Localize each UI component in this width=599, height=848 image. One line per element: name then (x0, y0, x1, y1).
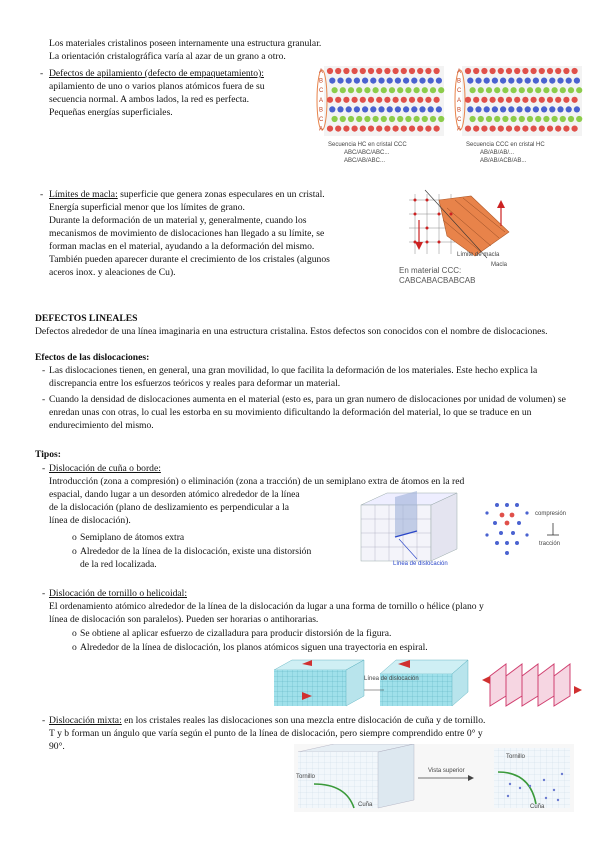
stack-left-atom (327, 126, 333, 132)
stack-right-atom (498, 126, 504, 132)
mixta-line-2: T y b forman un ángulo que varía según el punto de la línea de dislocación, pero siempre comprendido entre 0° y (49, 728, 483, 739)
stack-right-atom (490, 97, 496, 103)
caption-left-2: ABC/ABC/ABC... (344, 150, 390, 156)
mixed-label-cuna-2: Cuña (530, 804, 545, 810)
stack-right-atom (465, 68, 471, 74)
stack-left-atom (373, 87, 379, 93)
mixed-label-tornillo: Tornillo (296, 774, 316, 780)
twin-caption-2: CABCABACBABCAB (399, 276, 476, 285)
stack-left-atom (397, 116, 403, 122)
stack-left-atom (403, 106, 409, 112)
stack-left-atom (362, 78, 368, 84)
stack-left-atom (368, 126, 374, 132)
stack-left-atom (360, 126, 366, 132)
stack-right-atom (494, 87, 500, 93)
stack-left-atom (384, 97, 390, 103)
stack-left-atom (329, 106, 335, 112)
stack-left-atom (340, 116, 346, 122)
macla-line-6: aceros inox. y aleaciones de Cu). (49, 267, 176, 278)
stack-left-atom (397, 87, 403, 93)
cuna-line-2: espacial, dando lugar a un desorden atómico alrededor de la línea (49, 489, 300, 500)
stack-left-atom (425, 97, 431, 103)
cuna-line-1: Introducción (zona a compresión) o eliminación (zona a tracción) de un semiplano extra de átomos en la red (49, 476, 465, 487)
stack-left-atom (434, 68, 440, 74)
macla-line-1: Energía superficial menor que los límites de grano. (49, 202, 245, 213)
stack-right-atom (576, 87, 582, 93)
stack-left-atom (352, 68, 358, 74)
bullet-dash: - (42, 365, 46, 376)
stack-left-atom (329, 78, 335, 84)
stack-left-atom (384, 68, 390, 74)
stack-left-atom (352, 126, 358, 132)
stack-right-atom (486, 116, 492, 122)
stack-right-atom (525, 106, 531, 112)
stack-left-atom (395, 78, 401, 84)
stack-right-atom (511, 87, 517, 93)
stack-right-atom (563, 68, 569, 74)
stack-left-atom (393, 126, 399, 132)
stack-left-atom (335, 68, 341, 74)
bullet-dash: - (42, 463, 46, 474)
stack-left-atom (370, 78, 376, 84)
stack-right-atom (535, 116, 541, 122)
mixed-label-cuna: Cuña (358, 802, 373, 808)
edge-dislocation-diagram (357, 491, 577, 569)
intro-line-2: La orientación cristalográfica varía al azar de un grano a otro. (49, 51, 286, 62)
edge-dislocation-figure (357, 491, 577, 569)
apilamiento-line-3: Pequeñas energías superficiales. (49, 107, 173, 118)
stack-right-atom (568, 87, 574, 93)
stack-right-atom (527, 116, 533, 122)
stack-left-atom (430, 87, 436, 93)
stack-right-atom (539, 68, 545, 74)
apilamiento-title: Defectos de apilamiento (defecto de empaquetamiento): (49, 68, 264, 79)
stack-right-atom (473, 68, 479, 74)
caption-right-2: AB/AB/AB/... (480, 150, 515, 156)
stack-left-atom (409, 126, 415, 132)
stack-left-atom (370, 106, 376, 112)
stack-right-atom (473, 97, 479, 103)
stack-left-atom (417, 126, 423, 132)
stack-left-atom (348, 116, 354, 122)
stack-left-atom (401, 68, 407, 74)
stack-left-atom (428, 78, 434, 84)
stack-right-atom (516, 106, 522, 112)
stack-left-atom (340, 87, 346, 93)
stack-left-atom (438, 87, 444, 93)
stack-left-atom (335, 97, 341, 103)
stack-right-atom (500, 78, 506, 84)
stack-right-atom (506, 97, 512, 103)
stack-right-letter: C (457, 117, 462, 123)
stack-left-atom (360, 68, 366, 74)
stack-left-atom (405, 87, 411, 93)
stack-right-atom (572, 97, 578, 103)
mixed-label-tornillo-2: Tornillo (506, 754, 526, 760)
stack-left-atom (327, 97, 333, 103)
stack-left-letter: C (319, 117, 324, 123)
caption-right-3: AB/AB/ACB/AB... (480, 158, 527, 164)
stack-left-atom (389, 116, 395, 122)
stack-right-atom (572, 68, 578, 74)
mixta-title-rest: en los cristales reales las dislocaciones son una mezcla entre dislocación de cuña y de tornillo. (121, 715, 486, 726)
stack-right-atom (475, 106, 481, 112)
cuna-sub-1: Semiplano de átomos extra (80, 532, 185, 543)
stack-left-atom (368, 97, 374, 103)
stack-right-atom (560, 87, 566, 93)
stack-left-letter: A (319, 69, 324, 75)
stack-right-atom (506, 126, 512, 132)
screw-dislocation-figure (272, 656, 588, 710)
stack-right-atom (527, 87, 533, 93)
twin-label-macla: Macla (491, 262, 508, 268)
cuna-title: Dislocación de cuña o borde: (49, 463, 161, 474)
stack-right-atom (519, 116, 525, 122)
efecto-1: Las dislocaciones tienen, en general, una gran movilidad, lo que facilita la deformación de los materiales. Este hecho explica la discrepancia entre los esfuerzos teóricos y reales para deformar un material. (49, 365, 538, 389)
tornillo-sub-1: Se obtiene al aplicar esfuerzo de cizalladura para producir distorsión de la figura. (80, 628, 392, 639)
apilamiento-line-1: apilamiento de uno o varios planos atómicos fuera de su (49, 81, 265, 92)
stack-left-atom (395, 106, 401, 112)
stack-left-atom (360, 97, 366, 103)
stack-left-atom (387, 106, 393, 112)
stack-right-atom (508, 78, 514, 84)
stack-left-atom (389, 87, 395, 93)
stack-right-letter: A (457, 126, 462, 133)
stack-left-atom (356, 87, 362, 93)
stack-right-atom (541, 78, 547, 84)
stack-left-atom (434, 126, 440, 132)
stack-right-atom (547, 68, 553, 74)
stack-left-atom (327, 68, 333, 74)
stack-right-atom (522, 97, 528, 103)
bullet-dash: - (42, 588, 46, 599)
stack-right-atom (502, 87, 508, 93)
stack-right-atom (576, 116, 582, 122)
stack-left-atom (414, 116, 420, 122)
stack-left-atom (417, 97, 423, 103)
cuna-sub-2b: de la red localizada. (80, 559, 157, 570)
stack-left-atom (430, 116, 436, 122)
stack-left-atom (434, 97, 440, 103)
stack-left-atom (354, 106, 360, 112)
stack-left-atom (335, 126, 341, 132)
stack-left-atom (378, 106, 384, 112)
stack-right-letter: A (457, 97, 462, 104)
stack-right-atom (475, 78, 481, 84)
stack-left-atom (376, 97, 382, 103)
stack-right-atom (560, 116, 566, 122)
caption-left-3: ABC/AB/ABC... (344, 158, 386, 164)
stack-right-atom (481, 97, 487, 103)
mixed-dislocation-figure (294, 744, 574, 812)
stack-right-atom (498, 97, 504, 103)
stack-right-atom (531, 68, 537, 74)
stack-left-atom (422, 87, 428, 93)
mixed-dislocation-diagram (294, 744, 574, 812)
stack-right-atom (533, 78, 539, 84)
stack-right-atom (574, 106, 580, 112)
stack-right-atom (492, 78, 498, 84)
stack-right-atom (539, 97, 545, 103)
stack-right-atom (549, 106, 555, 112)
stack-right-atom (547, 97, 553, 103)
stack-right-atom (514, 68, 520, 74)
stack-left-letter: B (319, 107, 324, 114)
stack-left-atom (409, 97, 415, 103)
stack-right-atom (555, 97, 561, 103)
stack-left-atom (356, 116, 362, 122)
stack-right-letter: B (457, 107, 462, 114)
stack-right-atom (566, 106, 572, 112)
stack-right-atom (555, 126, 561, 132)
sub-bullet: o (72, 532, 77, 543)
stack-left-atom (425, 126, 431, 132)
stack-right-atom (557, 78, 563, 84)
stack-left-atom (352, 97, 358, 103)
stack-left-atom (343, 97, 349, 103)
stack-right-atom (552, 87, 558, 93)
stack-left-atom (354, 78, 360, 84)
stack-right-atom (531, 97, 537, 103)
stack-left-atom (364, 116, 370, 122)
stack-left-atom (332, 87, 338, 93)
stack-right-atom (539, 126, 545, 132)
stack-right-atom (481, 68, 487, 74)
tornillo-line-2: línea de dislocación son paralelos). Pueden ser horarias o antihorarias. (49, 614, 319, 625)
stack-right-atom (514, 97, 520, 103)
stack-left-atom (401, 126, 407, 132)
stack-right-atom (555, 68, 561, 74)
stack-right-atom (572, 126, 578, 132)
sub-bullet: o (72, 642, 77, 653)
stack-left-atom (428, 106, 434, 112)
sub-bullet: o (72, 628, 77, 639)
macla-title-rest: superficie que genera zonas especulares en un cristal. (117, 189, 325, 200)
lineales-heading: DEFECTOS LINEALES (35, 313, 138, 324)
stack-left-atom (417, 68, 423, 74)
stack-right-atom (522, 68, 528, 74)
efecto-2: Cuando la densidad de dislocaciones aumenta en el material (esto es, para un gran numero de dislocaciones por unidad de volumen) se enredan unas con otras, lo cual les estorba en su movimiento dificultando la deformación del material, lo que se traduce en un endurecimiento del mismo. (49, 394, 566, 431)
stack-right-letter: B (457, 78, 462, 85)
stack-right-atom (547, 126, 553, 132)
stack-left-atom (419, 78, 425, 84)
stack-left-letter: B (319, 78, 324, 85)
edge-label-compresion: compresión (535, 511, 567, 517)
stack-right-atom (563, 97, 569, 103)
stack-left-atom (368, 68, 374, 74)
macla-line-3: mecanismos de movimiento de dislocaciones han llegado a su límite, se (49, 228, 325, 239)
stack-right-atom (543, 87, 549, 93)
stack-left-atom (343, 68, 349, 74)
stack-right-atom (486, 87, 492, 93)
stack-left-atom (332, 116, 338, 122)
twin-caption-1: En material CCC: (399, 266, 462, 275)
stack-left-atom (376, 68, 382, 74)
stack-left-atom (343, 126, 349, 132)
tornillo-line-1: El ordenamiento atómico alrededor de la línea de la dislocación da lugar a una forma de tornillo o hélice (plano y (49, 601, 484, 612)
stack-right-atom (531, 126, 537, 132)
stack-left-atom (414, 87, 420, 93)
lineales-intro: Defectos alrededor de una línea imaginaria en una estructura cristalina. Estos defectos son conocidos con el nombre de dislocaciones. (35, 326, 548, 337)
stack-right-atom (467, 106, 473, 112)
screw-label: Línea de dislocación (364, 676, 419, 682)
stack-right-atom (500, 106, 506, 112)
stack-left-atom (438, 116, 444, 122)
macla-line-5: También pueden aparecer durante el crecimiento de los cristales (algunos (49, 254, 330, 265)
edge-label-traccion: tracción (539, 541, 561, 547)
stack-right-atom (552, 116, 558, 122)
stack-right-atom (522, 126, 528, 132)
macla-line-0 (49, 188, 325, 201)
stack-right-atom (514, 126, 520, 132)
macla-line-4: forman maclas en el material, ayudando a la deformación del mismo. (49, 241, 315, 252)
bullet-dash: - (42, 715, 46, 726)
intro-line-1: Los materiales cristalinos poseen internamente una estructura granular. (49, 38, 322, 49)
caption-left-1: Secuencia HC en cristal CCC (328, 142, 407, 148)
stack-right-atom (563, 126, 569, 132)
stack-right-atom (525, 78, 531, 84)
stack-right-atom (511, 116, 517, 122)
stack-left-atom (373, 116, 379, 122)
tornillo-sub-2: Alrededor de la línea de dislocación, los planos atómicos siguen una trayectoria en espiral. (80, 642, 428, 653)
stack-right-letter: A (457, 69, 462, 75)
stack-right-atom (549, 78, 555, 84)
tornillo-title: Dislocación de tornillo o helicoidal: (49, 588, 188, 599)
bullet-dash: - (40, 68, 44, 79)
stacking-fault-figure (314, 64, 594, 176)
stack-left-atom (346, 78, 352, 84)
stack-right-atom (502, 116, 508, 122)
stack-left-atom (378, 78, 384, 84)
stack-left-atom (337, 106, 343, 112)
macla-line-2: Durante la deformación de un material y, generalmente, cuando los (49, 215, 307, 226)
caption-right-1: Secuencia CCC en cristal HC (466, 142, 545, 148)
stack-right-atom (465, 126, 471, 132)
stack-right-atom (533, 106, 539, 112)
screw-dislocation-diagram (272, 656, 588, 710)
stack-right-atom (467, 78, 473, 84)
twin-boundary-figure (395, 186, 530, 288)
stack-right-atom (566, 78, 572, 84)
stack-left-atom (401, 97, 407, 103)
stack-left-atom (411, 106, 417, 112)
stack-right-atom (557, 106, 563, 112)
stack-left-atom (403, 78, 409, 84)
stack-left-atom (384, 126, 390, 132)
stack-left-atom (411, 78, 417, 84)
stack-left-atom (425, 68, 431, 74)
stack-left-atom (348, 87, 354, 93)
stack-left-atom (362, 106, 368, 112)
stack-right-atom (470, 116, 476, 122)
stack-left-atom (393, 97, 399, 103)
stack-left-letter: A (319, 97, 324, 104)
twin-label-limite: Límite de macla (457, 252, 500, 258)
stack-left-atom (376, 126, 382, 132)
stack-left-letter: C (319, 88, 324, 95)
mixed-label-vista: Vista superior (428, 768, 465, 774)
stack-right-atom (568, 116, 574, 122)
stack-right-atom (465, 97, 471, 103)
stack-right-atom (494, 116, 500, 122)
stack-right-atom (516, 78, 522, 84)
bullet-dash: - (42, 394, 46, 405)
stack-left-atom (436, 106, 442, 112)
stack-left-atom (346, 106, 352, 112)
stack-right-atom (481, 126, 487, 132)
macla-title: Límites de macla: (49, 189, 118, 200)
mixta-title: Dislocación mixta: (49, 715, 122, 726)
stack-right-atom (490, 68, 496, 74)
stack-right-atom (541, 106, 547, 112)
bullet-dash: - (40, 189, 44, 200)
cuna-line-4: línea de dislocación). (49, 515, 131, 526)
stack-right-atom (535, 87, 541, 93)
sub-bullet: o (72, 546, 77, 557)
stack-left-atom (422, 116, 428, 122)
stack-left-letter: A (319, 126, 324, 133)
stack-right-atom (508, 106, 514, 112)
stack-left-atom (337, 78, 343, 84)
stack-left-atom (405, 116, 411, 122)
mixta-line-3: 90°. (49, 741, 65, 752)
stack-right-atom (470, 87, 476, 93)
edge-label-linea: Línea de dislocación (393, 561, 448, 567)
stack-right-atom (506, 68, 512, 74)
cuna-sub-2a: Alrededor de la línea de la dislocación, existe una distorsión (80, 546, 312, 557)
apilamiento-line-2: secuencia normal. A ambos lados, la red es perfecta. (49, 94, 250, 105)
stack-left-atom (393, 68, 399, 74)
stack-right-atom (484, 78, 490, 84)
stack-right-atom (478, 116, 484, 122)
stack-left-atom (419, 106, 425, 112)
stack-left-atom (436, 78, 442, 84)
stack-right-atom (543, 116, 549, 122)
stack-left-atom (381, 87, 387, 93)
stack-right-atom (492, 106, 498, 112)
stack-right-atom (478, 87, 484, 93)
efectos-heading: Efectos de las dislocaciones: (35, 352, 150, 363)
stack-right-atom (519, 87, 525, 93)
stack-left-atom (381, 116, 387, 122)
tipos-heading: Tipos: (35, 449, 61, 460)
stack-right-atom (490, 126, 496, 132)
stack-left-atom (387, 78, 393, 84)
stack-right-letter: C (457, 88, 462, 95)
mixta-line-0 (49, 714, 485, 727)
stack-left-atom (364, 87, 370, 93)
stack-right-atom (574, 78, 580, 84)
stack-right-atom (473, 126, 479, 132)
cuna-line-3: de la dislocación (plano de deslizamiento es perpendicular a la (49, 502, 290, 513)
stack-right-atom (498, 68, 504, 74)
stack-left-atom (409, 68, 415, 74)
stack-right-atom (484, 106, 490, 112)
